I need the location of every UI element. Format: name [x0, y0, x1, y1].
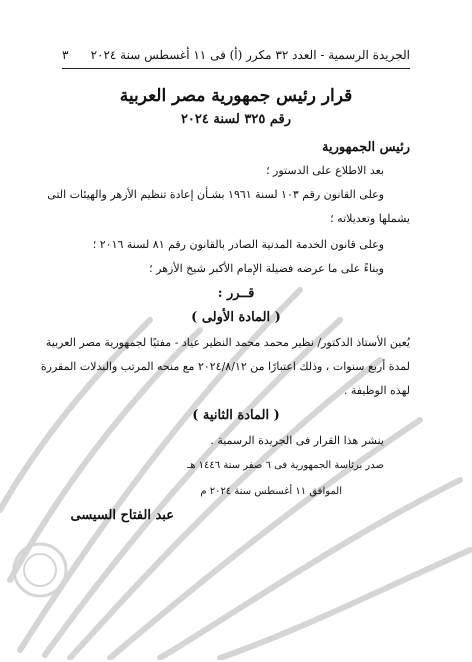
article-2-text: ينشر هذا القرار فى الجريدة الرسمية . — [210, 434, 384, 447]
preamble-azhar-sheikh: وبناءً على ما عرضه فضيلة الإمام الأكبر شيخ الأزهر ؛ — [149, 262, 384, 275]
page-number: ٣ — [62, 48, 69, 62]
preamble-constitution: بعد الاطلاع على الدستور ؛ — [266, 164, 384, 177]
signature: عبد الفتاح السيسى — [70, 508, 174, 523]
header-divider — [62, 68, 410, 69]
decided-heading: قــرر : — [217, 286, 255, 301]
decree-number: رقم ٣٢٥ لسنة ٢٠٢٤ — [180, 112, 292, 127]
article-1-line-2: لمدة أربع سنوات ، وذلك اعتبارًا من ٢٠٢٤/٨/١٢ مع منحه المرتب والبدلات المقررة — [40, 360, 410, 373]
article-1-title: ( المادة الأولى ) — [191, 310, 281, 325]
article-2-title: ( المادة الثانية ) — [192, 408, 280, 423]
preamble-azhar-law-cont: يشملها وتعديلاته ؛ — [330, 212, 410, 225]
article-1-line-1: يُعين الأستاذ الدكتور/ نظير محمد محمد النظير عياد - مفتيًا لجمهورية مصر العربية — [45, 336, 410, 349]
decree-title: قرار رئيس جمهورية مصر العربية — [119, 86, 353, 106]
gazette-header — [62, 44, 410, 66]
header-title: الجريدة الرسمية - العدد ٣٢ مكرر (أ) فى ١١ أغسطس سنة ٢٠٢٤ — [90, 48, 410, 62]
preamble-civil-service-law: وعلى قانون الخدمة المدنية الصادر بالقانون رقم ٨١ لسنة ٢٠١٦ ؛ — [92, 238, 384, 251]
article-1-line-3: لهذه الوظيفة . — [343, 384, 410, 397]
preamble-azhar-law: وعلى القانون رقم ١٠٣ لسنة ١٩٦١ بشـأن إعادة تنظيم الأزهر والهيئات التى — [47, 188, 384, 201]
issuer-heading: رئيس الجمهورية — [322, 140, 410, 155]
corresponding-date: الموافق ١١ أغسطس سنة ٢٠٢٤ م — [200, 486, 342, 497]
issued-date: صدر برئاسة الجمهورية فى ٦ صفر سنة ١٤٤٦ هـ — [187, 460, 384, 471]
